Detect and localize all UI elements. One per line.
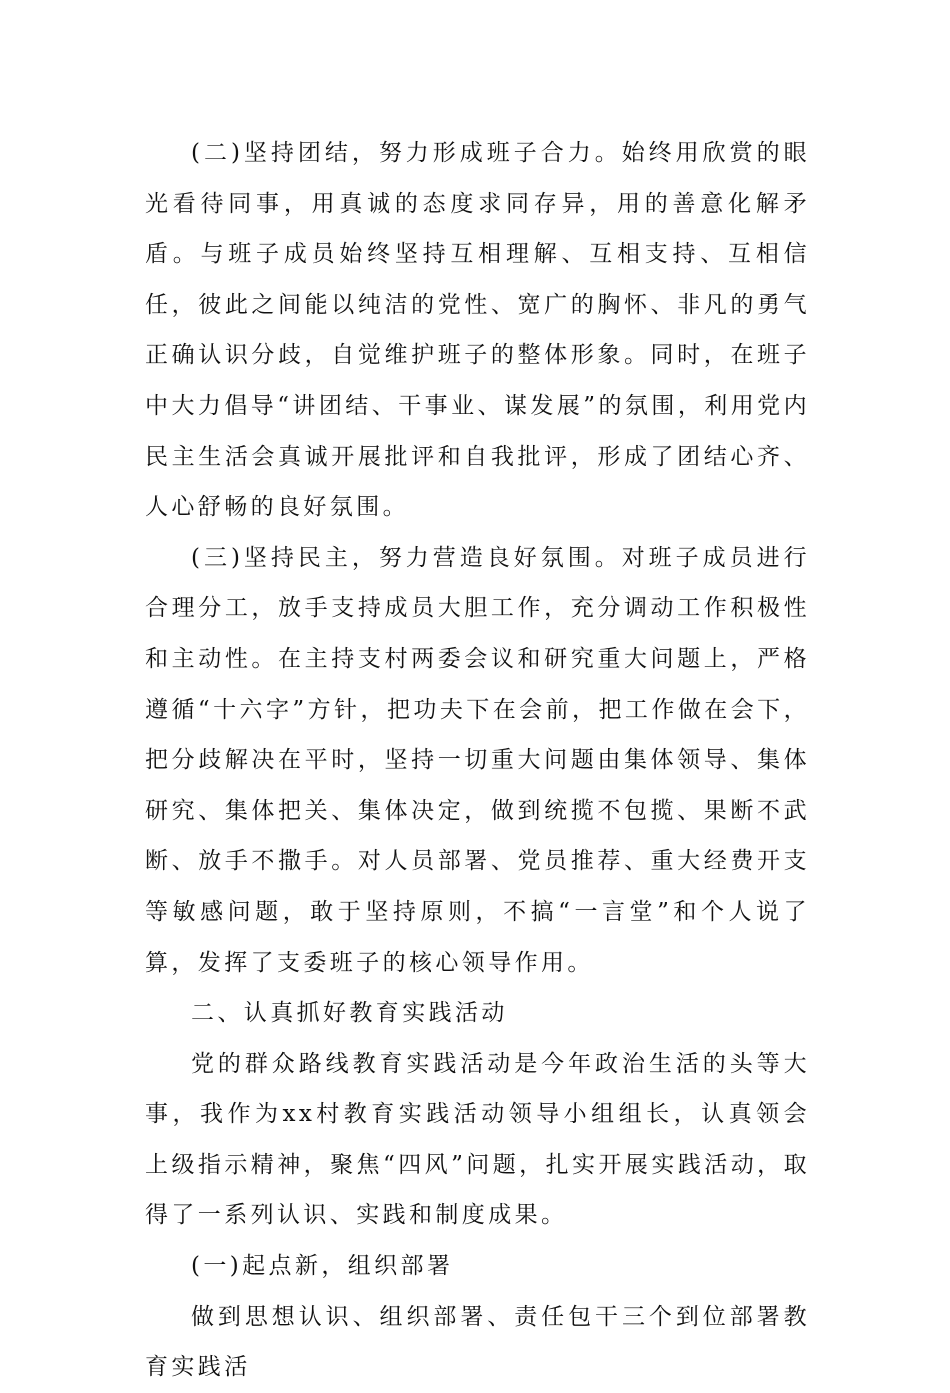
subheading-organization: (一)起点新，组织部署: [191, 1253, 454, 1280]
paragraph-deployment: 做到思想认识、组织部署、责任包干三个到位部署教育实践活: [145, 1303, 810, 1381]
paragraph-unity: (二)坚持团结，努力形成班子合力。始终用欣赏的眼光看待同事，用真诚的态度求同存异，用的善意化解矛盾。与班子成员始终坚持互相理解、互相支持、互相信任，彼此之间能以纯洁的党性、宽广的胸怀、非凡的勇气正确认识分歧，自觉维护班子的整体形象。同时，在班子中大力倡导“讲团结、干事业、谋发展”的氛围，利用党内民主生活会真诚开展批评和自我批评，形成了团结心齐、人心舒畅的良好氛围。: [145, 140, 810, 521]
section-heading-education-practice: 二、认真抓好教育实践活动: [191, 1000, 508, 1027]
paragraph-mass-line-campaign: 党的群众路线教育实践活动是今年政治生活的头等大事，我作为xx村教育实践活动领导小组组长，认真领会上级指示精神，聚焦“四风”问题，扎实开展实践活动，取得了一系列认识、实践和制度成果。: [145, 1050, 810, 1229]
document-body: [145, 128, 810, 1393]
paragraph-democracy: (三)坚持民主，努力营造良好氛围。对班子成员进行合理分工，放手支持成员大胆工作，充分调动工作积极性和主动性。在主持支村两委会议和研究重大问题上，严格遵循“十六字”方针，把功夫下在会前，把工作做在会下，把分歧解决在平时，坚持一切重大问题由集体领导、集体研究、集体把关、集体决定，做到统揽不包揽、果断不武断、放手不撒手。对人员部署、党员推荐、重大经费开支等敏感问题，敢于坚持原则，不搞“一言堂”和个人说了算，发挥了支委班子的核心领导作用。: [145, 544, 810, 976]
